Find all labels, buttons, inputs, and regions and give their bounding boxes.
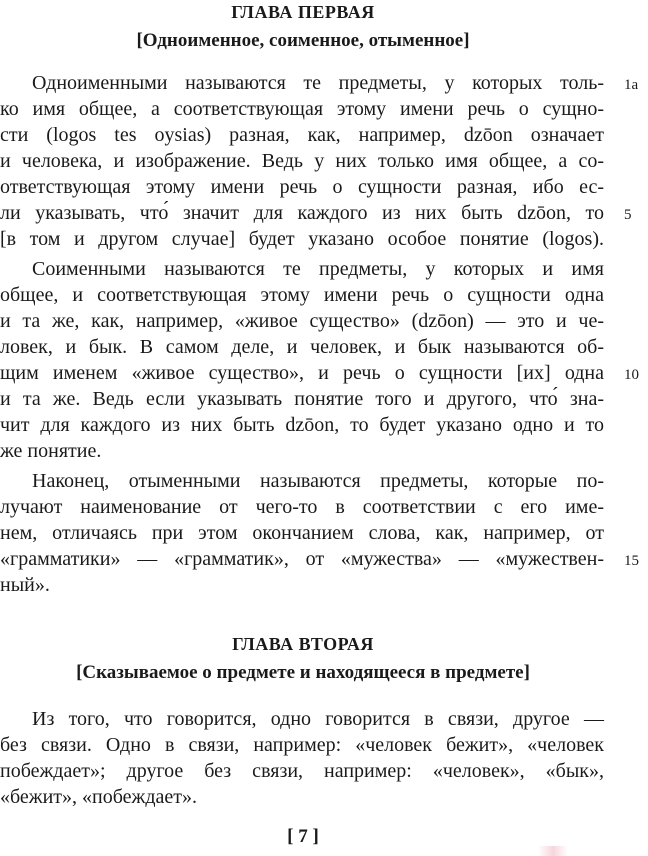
text-line: «грамматики» — «грамматик», от «мужества» — «мужествен-	[0, 548, 604, 570]
text-line: Одноименными называются те предметы, у которых толь-	[32, 72, 604, 94]
text-line: ный».	[0, 574, 50, 596]
text-line: чит для каждого из них быть dzōon, то будет указано одно и то	[0, 414, 604, 436]
text-line: щим именем «живое существо», и речь о сущности [их] одна	[0, 362, 604, 384]
page-number: [ 7 ]	[287, 826, 319, 847]
text-line: и та же. Ведь если указывать понятие того и другого, что́ зна-	[0, 388, 604, 410]
print-bleed-mark	[538, 846, 568, 856]
text-line: Наконец, отыменными называются предметы, которые по-	[32, 470, 604, 492]
margin-line-number: 10	[624, 367, 639, 383]
chapter-1-title: ГЛАВА ПЕРВАЯ	[231, 2, 375, 22]
text-line: и человека, и изображение. Ведь у них только имя общее, а со-	[0, 150, 604, 172]
margin-line-number: 5	[624, 207, 632, 223]
margin-line-number: 1a	[624, 77, 639, 93]
text-line: лучают наименование от чего-то в соответствии с его имe-	[0, 496, 604, 518]
text-line: Из того, что говорится, одно говорится в связи, другое —	[32, 708, 604, 730]
text-line: побеждает»; другое без связи, например: «человек», «бык»,	[0, 760, 604, 782]
text-line: сти (logos tes oysias) разная, как, например, dzōon означает	[0, 124, 604, 146]
text-line: ловек, и бык. В самом деле, и человек, и бык называются об-	[0, 336, 604, 358]
text-line: и та же, как, например, «живое существо» (dzōon) — это и че-	[0, 310, 604, 332]
chapter-1-subtitle: [Одноименное, соименное, отыменное]	[136, 30, 470, 51]
chapter-2-subtitle: [Сказываемое о предмете и находящееся в предмете]	[76, 662, 530, 683]
chapter-2-title: ГЛАВА ВТОРАЯ	[232, 634, 374, 654]
text-line: без связи. Одно в связи, например: «человек бежит», «человек	[0, 734, 604, 756]
text-line: общее, и соответствующая этому имени речь о сущности одна	[0, 284, 604, 306]
margin-line-number: 15	[624, 553, 639, 569]
text-line: же понятие.	[0, 440, 102, 462]
text-line: нем, отличаясь при этом окончанием слова, как, например, от	[0, 522, 604, 544]
text-line: ко имя общее, а соответствующая этому имени речь о сущно-	[0, 98, 604, 120]
text-line: [в том и другом случае] будет указано особое понятие (logos).	[0, 228, 604, 250]
text-line: Соименными называются те предметы, у которых и имя	[32, 258, 604, 280]
text-line: ответствующая этому имени речь о сущности разная, ибо ес-	[0, 176, 604, 198]
text-line: ли указывать, что́ значит для каждого из них быть dzōon, то	[0, 202, 604, 224]
text-line: «бежит», «побеждает».	[0, 786, 198, 808]
